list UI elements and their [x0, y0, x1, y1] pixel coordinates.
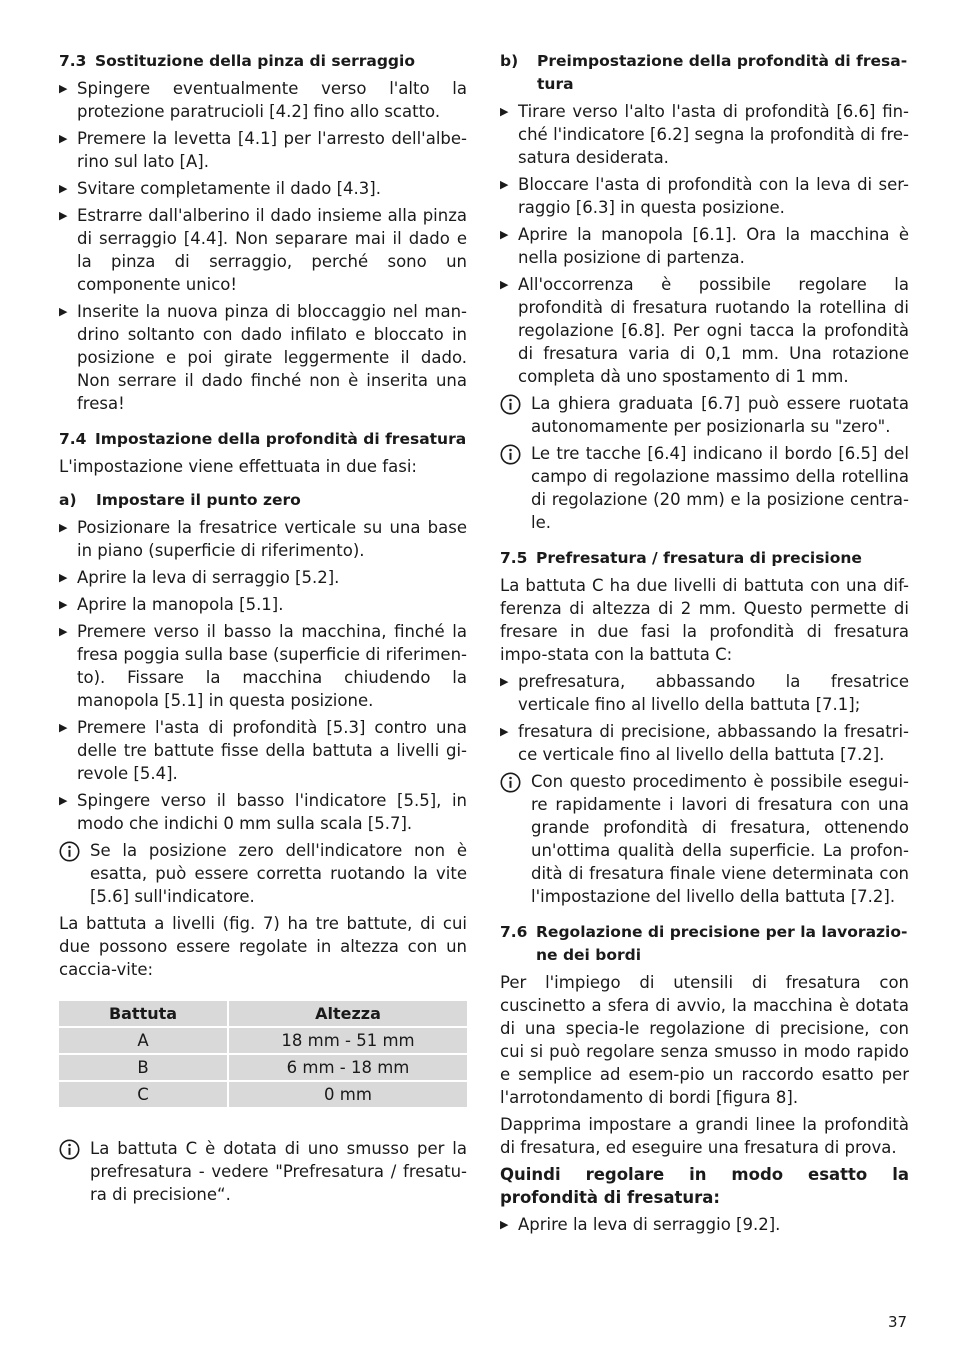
section-7-4-heading [59, 428, 467, 451]
triangle-right-icon: ▶ [500, 278, 509, 291]
triangle-right-icon: ▶ [500, 228, 509, 241]
triangle-right-icon: ▶ [500, 725, 509, 738]
list-item: ▶ Svitare completamente il dado [4.3]. [59, 179, 381, 198]
paragraph: Per l'impiego di utensili di fresatura con cuscinetto a sfera di avvio, la macchina è dotata di una specia-le regolazione di precisione, con cui si può regolare senza smusso in modo rapido e semplice ad esem-pio un raccordo esatto per l'arrotondamento di bordi [figura 8]. [500, 973, 909, 1107]
list-item: ▶ Posizionare la fresatrice verticale su una base in piano (superficie di riferimento). [59, 518, 467, 560]
section-number: 7.5 [500, 549, 528, 567]
triangle-right-icon: ▶ [59, 82, 68, 95]
triangle-right-icon: ▶ [500, 178, 509, 191]
section-title: Regolazione di precisione per la lavorazio-ne dei bordi [536, 923, 908, 964]
info-note: Se la posizione zero dell'indicatore non è esatta, può essere corretta ruotando la vite [5.6] sull'indicatore. [59, 839, 467, 908]
triangle-right-icon: ▶ [500, 105, 509, 118]
triangle-right-icon: ▶ [59, 305, 68, 318]
column-header: Battuta [59, 1001, 228, 1027]
info-note: La battuta C è dotata di uno smusso per la prefresatura - vedere "Prefresatura / fresatu-ra di precisione“. [59, 1137, 467, 1206]
list-item: ▶ All'occorrenza è possibile regolare la profondità di fresatura ruotando la rotellina di regolazione [6.8]. Per ogni tacca la profondità di fresatura varia di 0,1 mm. Una rotazione completa dà uno spostamento di 1 mm. [500, 275, 909, 386]
table-row [59, 1027, 467, 1054]
section-7-5-heading [500, 547, 909, 570]
list-item: ▶ Aprire la leva di serraggio [9.2]. [500, 1215, 781, 1234]
info-circle-icon [59, 839, 90, 908]
table-cell: 0 mm [228, 1081, 467, 1108]
section-number: 7.3 [59, 52, 87, 70]
list-item: ▶ Tirare verso l'alto l'asta di profondità [6.6] fin-ché l'indicatore [6.2] segna la profondità di fre-satura desiderata. [500, 102, 909, 167]
subsection-title: Impostare il punto zero [96, 491, 301, 509]
triangle-right-icon: ▶ [59, 521, 68, 534]
table-cell: 6 mm - 18 mm [228, 1054, 467, 1081]
info-note: Le tre tacche [6.4] indicano il bordo [6.5] del campo di regolazione massimo della rotellina di regolazione (20 mm) e la posizione centra-le. [500, 442, 909, 534]
info-circle-icon [59, 1137, 90, 1206]
list-item: ▶ Estrarre dall'alberino il dado insieme alla pinza di serraggio [4.4]. Non separare mai il dado e la pinza di serraggio, perché sono un componente unico! [59, 206, 467, 294]
subsection-number: b) [500, 52, 519, 70]
table-cell: 18 mm - 51 mm [228, 1027, 467, 1054]
list-item: ▶ Spingere eventualmente verso l'alto la protezione paratrucioli [4.2] fino allo scatto. [59, 79, 467, 121]
list-item: ▶ Premere l'asta di profondità [5.3] contro una delle tre battute fisse della battuta a livelli gi-revole [5.4]. [59, 718, 467, 783]
stop-height-table [59, 1001, 467, 1109]
info-circle-icon [500, 770, 531, 908]
section-7-3-heading [59, 50, 467, 73]
triangle-right-icon: ▶ [500, 675, 509, 688]
section-7-6-heading [500, 921, 909, 967]
right-column [500, 50, 909, 1236]
list-item: ▶ Inserite la nuova pinza di bloccaggio nel man-drino soltanto con dado infilato e bloccato in posizione e poi girate leggermente il dado. Non serrare il dado finché non è inserita una fresa! [59, 302, 467, 413]
section-number: 7.6 [500, 923, 528, 941]
paragraph: La battuta C ha due livelli di battuta con una dif-ferenza di altezza di 2 mm. Questo permette di fresare in due fasi la profondità di fresatura impo-stata con la battuta C: [500, 576, 909, 664]
section-title: Prefresatura / fresatura di precisione [536, 549, 862, 567]
subsection-title: Preimpostazione della profondità di fresa-tura [537, 52, 908, 93]
table-header-row [59, 1001, 467, 1027]
triangle-right-icon: ▶ [500, 1218, 509, 1231]
triangle-right-icon: ▶ [59, 625, 68, 638]
triangle-right-icon: ▶ [59, 794, 68, 807]
triangle-right-icon: ▶ [59, 571, 68, 584]
list-item: ▶ Premere la levetta [4.1] per l'arresto dell'albe-rino sul lato [A]. [59, 129, 467, 171]
triangle-right-icon: ▶ [59, 182, 68, 195]
triangle-right-icon: ▶ [59, 721, 68, 734]
info-note: Con questo procedimento è possibile esegui-re rapidamente i lavori di fresatura con una grande profondità di fresatura, ottenendo un'ottima qualità della superficie. La profon-dità di fresatura finale viene determinata con l'impostazione del livello della battuta [7.2]. [500, 770, 909, 908]
section-intro: L'impostazione viene effettuata in due fasi: [59, 457, 417, 476]
table-cell: A [59, 1027, 228, 1054]
list-item: ▶ Aprire la leva di serraggio [5.2]. [59, 568, 340, 587]
list-item: ▶ fresatura di precisione, abbassando la fresatri-ce verticale fino al livello della battuta [7.2]. [500, 722, 909, 764]
section-title: Impostazione della profondità di fresatura [95, 430, 467, 448]
triangle-right-icon: ▶ [59, 209, 68, 222]
list-item: ▶ Aprire la manopola [6.1]. Ora la macchina è nella posizione di partenza. [500, 225, 909, 267]
info-note: La ghiera graduata [6.7] può essere ruotata autonomamente per posizionarla su "zero". [500, 392, 909, 438]
table-row [59, 1081, 467, 1108]
section-number: 7.4 [59, 430, 87, 448]
subsection-a-heading [59, 489, 467, 512]
list-item: ▶ Bloccare l'asta di profondità con la leva di ser-raggio [6.3] in questa posizione. [500, 175, 909, 217]
section-title: Sostituzione della pinza di serraggio [95, 52, 415, 70]
triangle-right-icon: ▶ [59, 132, 68, 145]
subsection-number: a) [59, 491, 77, 509]
list-item: ▶ Premere verso il basso la macchina, finché la fresa poggia sulla base (superficie di riferimen-to). Fissare la macchina chiudendo la manopola [5.1] in questa posizione. [59, 622, 467, 710]
subsection-b-heading [500, 50, 909, 96]
info-circle-icon [500, 442, 531, 534]
list-item: ▶ prefresatura, abbassando la fresatrice verticale fino al livello della battuta [7.1]; [500, 672, 909, 714]
page-number: 37 [888, 1313, 908, 1331]
triangle-right-icon: ▶ [59, 598, 68, 611]
bold-instruction: Quindi regolare in modo esatto la profondità di fresatura: [500, 1165, 909, 1207]
left-column [59, 50, 467, 1206]
column-header: Altezza [228, 1001, 467, 1027]
table-cell: B [59, 1054, 228, 1081]
paragraph: Dapprima impostare a grandi linee la profondità di fresatura, ed eseguire una fresatura di prova. [500, 1115, 909, 1157]
info-circle-icon [500, 392, 531, 438]
table-cell: C [59, 1081, 228, 1108]
list-item: ▶ Aprire la manopola [5.1]. [59, 595, 284, 614]
list-item: ▶ Spingere verso il basso l'indicatore [5.5], in modo che indichi 0 mm sulla scala [5.7]. [59, 791, 467, 833]
table-row [59, 1054, 467, 1081]
paragraph: La battuta a livelli (fig. 7) ha tre battute, di cui due possono essere regolate in altezza con un caccia-vite: [59, 914, 467, 979]
